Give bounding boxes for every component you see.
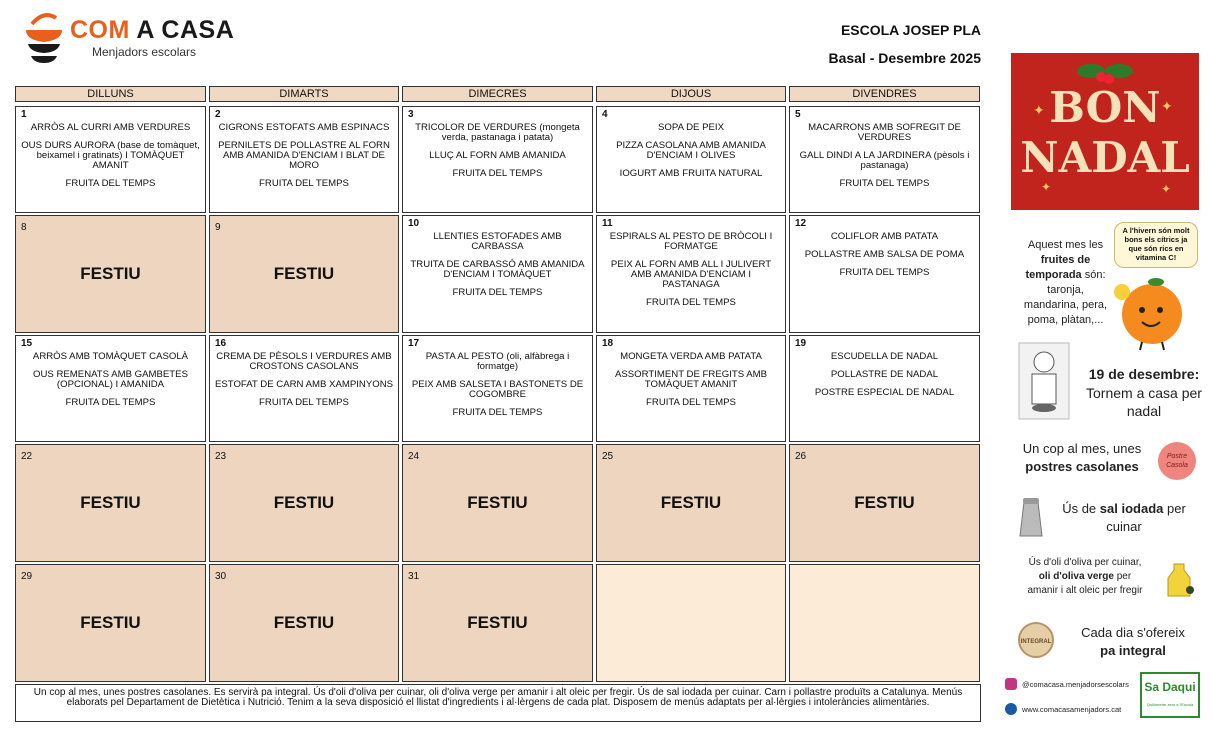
day-header-friday: DIVENDRES	[789, 86, 980, 102]
svg-text:✦: ✦	[1041, 180, 1052, 194]
fruit-line-a: Aquest mes les	[1027, 239, 1104, 251]
day-number: 9	[215, 222, 221, 233]
day-number: 4	[602, 109, 608, 120]
day-number: 1	[21, 109, 27, 120]
dish-item: CREMA DE PÈSOLS I VERDURES AMB CROSTONS CASOLANS	[216, 351, 392, 372]
day-cell-15	[15, 335, 206, 442]
pa-text	[1062, 624, 1204, 660]
nadal-title-1: BON	[1049, 83, 1161, 132]
svg-text:✦: ✦	[1033, 102, 1045, 118]
day-cell-26	[789, 444, 980, 562]
day-number: 5	[795, 109, 801, 120]
postres-text	[1012, 440, 1152, 476]
fruit-line-d: són:	[1084, 269, 1106, 281]
day-cell-2	[209, 106, 399, 213]
day-cell-8	[15, 215, 206, 333]
dish-item: MONGETA VERDA AMB PATATA	[620, 351, 762, 362]
day-header-tuesday: DIMARTS	[209, 86, 399, 102]
brand-subtitle: Menjadors escolars	[92, 45, 197, 59]
dish-item: ESCUDELLA DE NADAL	[830, 351, 939, 362]
day-number: 3	[408, 109, 414, 120]
fruit-line-f: mandarina, pera,	[1023, 299, 1108, 311]
dish-list	[407, 123, 588, 187]
day-cell-23	[209, 444, 399, 562]
footer-notes: Un cop al mes, unes postres casolanes. Es servirà pa integral. Ús d'oli d'oliva per cuinar, oli d'oliva verge per amanir i alt oleic per fregir. Ús de sal iodada per cuinar. Carn i pollastre produïts a Catalunya. Menús elaborats pel Departament de Dietètica i Nutrició. Tenim a la seva disposició el llistat d'ingredients i al·lèrgens de cada plat. Disposem de menús adaptats per al·lèrgies i intoleràncies alimentàries.	[15, 684, 981, 722]
orange-mascot-icon	[1108, 270, 1194, 352]
day-cell-24	[402, 444, 593, 562]
festiu-label: FESTIU	[80, 264, 141, 283]
oli-line-a: Ús d'oli d'oliva per cuinar,	[1028, 557, 1142, 568]
day-cell-25	[596, 444, 786, 562]
dish-item: SOPA DE PEIX	[658, 122, 724, 133]
dish-list	[794, 232, 975, 286]
day-number: 8	[21, 222, 27, 233]
empty-day-cell	[596, 564, 786, 682]
sapa-subtitle: Quilòmetre zero a l'Escola	[1146, 702, 1194, 707]
day-number: 30	[215, 571, 227, 582]
salt-shaker-icon	[1016, 496, 1046, 538]
dish-item: FRUITA DEL TEMPS	[452, 287, 543, 298]
festiu-label: FESTIU	[660, 493, 722, 512]
sapa-logo	[1140, 672, 1200, 718]
day-cell-5	[789, 106, 980, 213]
menu-period: Basal - Desembre 2025	[828, 50, 981, 66]
day-number: 22	[21, 451, 33, 462]
cook-illustration-icon	[1016, 340, 1072, 422]
oli-line-d: amanir i alt oleic per fregir	[1027, 585, 1143, 596]
dish-item: IOGURT AMB FRUITA NATURAL	[619, 168, 763, 179]
day-number: 15	[21, 338, 33, 349]
festiu-label: FESTIU	[273, 493, 335, 512]
pa-line-a: Cada dia s'ofereix	[1081, 625, 1185, 640]
dish-item: ESPIRALS AL PESTO DE BRÒCOLI I FORMATGE	[609, 231, 773, 252]
dish-item: ASSORTIMENT DE FREGITS AMB TOMÀQUET AMANIT	[614, 369, 768, 390]
sal-line-b: sal iodada	[1099, 501, 1164, 516]
dish-item: LLENTIES ESTOFADES AMB CARBASSA	[433, 231, 562, 252]
instagram-handle[interactable]: @comacasa.menjadorsescolars	[1022, 680, 1129, 689]
day-number: 19	[795, 338, 807, 349]
svg-text:✦: ✦	[1161, 98, 1173, 114]
sal-text	[1050, 500, 1198, 536]
festiu-label: FESTIU	[273, 264, 335, 283]
oli-text	[1010, 556, 1160, 598]
postres-line-a: Un cop al mes, unes	[1022, 441, 1142, 456]
dish-item: ARRÒS AMB TOMÀQUET CASOLÀ	[32, 351, 189, 362]
dish-list	[794, 352, 975, 406]
day-number: 12	[795, 218, 807, 229]
day-number: 18	[602, 338, 614, 349]
day-header-thursday: DIJOUS	[596, 86, 786, 102]
empty-day-cell	[789, 564, 980, 682]
day-number: 11	[602, 218, 613, 229]
sal-line-a: Ús de	[1062, 501, 1097, 516]
dish-item: PERNILETS DE POLLASTRE AL FORN AMB AMANIDA D'ENCIAM I BLAT DE MORO	[218, 140, 390, 171]
dish-list	[214, 123, 394, 197]
fruit-line-c: temporada	[1025, 269, 1082, 281]
return-date: 19 de desembre:	[1088, 366, 1200, 382]
dish-item: COLIFLOR AMB PATATA	[830, 231, 939, 242]
festiu-label: FESTIU	[854, 493, 915, 512]
school-name: ESCOLA JOSEP PLA	[840, 22, 981, 38]
dish-list	[601, 352, 781, 416]
olive-oil-icon	[1162, 558, 1198, 600]
dish-item: FRUITA DEL TEMPS	[259, 397, 349, 408]
day-number: 29	[21, 571, 33, 582]
day-number: 24	[408, 451, 420, 462]
fruit-line-b: fruites de	[1040, 254, 1091, 266]
day-header-wednesday: DIMECRES	[402, 86, 593, 102]
dish-list	[214, 352, 394, 416]
dish-item: MACARRONS AMB SOFREGIT DE VERDURES	[808, 122, 961, 143]
dish-item: LLUÇ AL FORN AMB AMANIDA	[429, 150, 566, 161]
fruit-line-g: poma, plàtan,...	[1027, 314, 1104, 326]
dish-item: FRUITA DEL TEMPS	[646, 297, 736, 308]
festiu-label: FESTIU	[80, 493, 141, 512]
dish-item: ESTOFAT DE CARN AMB XAMPINYONS	[214, 379, 394, 390]
instagram-icon	[1005, 678, 1017, 690]
sapa-title: Sa Daqui	[1144, 680, 1196, 694]
nadal-title-2: NADAL	[1020, 133, 1190, 182]
festiu-label: FESTIU	[80, 613, 141, 632]
festiu-label: FESTIU	[467, 613, 528, 632]
festiu-label: FESTIU	[467, 493, 528, 512]
day-number: 23	[215, 451, 227, 462]
dish-item: PEIX AL FORN AMB ALL I JULIVERT AMB AMANIDA D'ENCIAM I PASTANAGA	[610, 259, 772, 290]
day-number: 16	[215, 338, 227, 349]
brand-logo	[22, 10, 252, 68]
dish-list	[407, 352, 588, 426]
fruit-line-e: taronja,	[1047, 284, 1084, 296]
dish-item: FRUITA DEL TEMPS	[839, 267, 930, 278]
day-number: 25	[602, 451, 614, 462]
pa-line-b: pa integral	[1100, 643, 1166, 658]
day-cell-4	[596, 106, 786, 213]
day-number: 26	[795, 451, 807, 462]
dish-item: PIZZA CASOLANA AMB AMANIDA D'ENCIAM I OLIVES	[616, 140, 766, 161]
brand-casa: A CASA	[136, 16, 235, 44]
day-number: 10	[408, 218, 420, 229]
dish-item: PEIX AMB SALSETA I BASTONETS DE COGOMBRE	[411, 379, 584, 400]
day-cell-12	[789, 215, 980, 333]
day-header-monday: DILLUNS	[15, 86, 206, 102]
dish-item: ARRÒS AL CURRI AMB VERDURES	[30, 122, 191, 133]
seasonal-fruit-text	[1013, 238, 1118, 328]
day-cell-18	[596, 335, 786, 442]
dish-item: FRUITA DEL TEMPS	[65, 178, 156, 189]
return-text: Tornem a casa per nadal	[1086, 385, 1202, 419]
dish-list	[20, 352, 201, 416]
bowl-logo-icon	[22, 10, 66, 66]
postres-stamp: Postre Casola	[1158, 442, 1196, 480]
dish-list	[601, 232, 781, 316]
dish-item: POLLASTRE AMB SALSA DE POMA	[804, 249, 965, 260]
vitamin-bubble: A l'hivern són molt bons els cítrics ja que són rics en vitamina C!	[1114, 222, 1198, 268]
web-icon	[1005, 703, 1017, 715]
dish-item: FRUITA DEL TEMPS	[839, 178, 930, 189]
oli-line-c: per	[1116, 571, 1132, 582]
svg-text:✦: ✦	[1161, 182, 1172, 196]
day-cell-29	[15, 564, 206, 682]
dish-list	[601, 123, 781, 187]
dish-item: OUS REMENATS AMB GAMBETES (OPCIONAL) I AMANIDA	[33, 369, 188, 390]
day-cell-11	[596, 215, 786, 333]
day-cell-30	[209, 564, 399, 682]
dish-item: CIGRONS ESTOFATS AMB ESPINACS	[218, 122, 390, 133]
dish-list	[407, 232, 588, 306]
day-cell-16	[209, 335, 399, 442]
day-cell-22	[15, 444, 206, 562]
website-link[interactable]: www.comacasamenjadors.cat	[1022, 705, 1122, 714]
dish-item: OUS DURS AURORA (base de tomàquet, beixamel i gratinats) I TOMÀQUET AMANIT	[21, 140, 200, 171]
dish-item: FRUITA DEL TEMPS	[65, 397, 156, 408]
dish-item: FRUITA DEL TEMPS	[452, 407, 543, 418]
dish-item: POLLASTRE DE NADAL	[830, 369, 939, 380]
oli-line-b: oli d'oliva verge	[1038, 571, 1114, 582]
day-cell-31	[402, 564, 593, 682]
dish-list	[794, 123, 975, 197]
day-number: 31	[408, 571, 420, 582]
day-cell-19	[789, 335, 980, 442]
dish-list	[20, 123, 201, 197]
dish-item: POSTRE ESPECIAL DE NADAL	[814, 387, 955, 398]
dish-item: FRUITA DEL TEMPS	[452, 168, 543, 179]
day-cell-9	[209, 215, 399, 333]
day-cell-1	[15, 106, 206, 213]
dish-item: FRUITA DEL TEMPS	[646, 397, 736, 408]
sal-line-c: per cuinar	[1106, 501, 1186, 534]
brand-com: COM	[70, 16, 130, 44]
day-number: 17	[408, 338, 420, 349]
day-cell-10	[402, 215, 593, 333]
postres-line-b: postres casolanes	[1025, 459, 1139, 474]
day-cell-3	[402, 106, 593, 213]
integral-stamp: INTEGRAL	[1018, 622, 1054, 658]
dish-item: TRICOLOR DE VERDURES (mongeta verda, pastanaga i patata)	[415, 122, 580, 143]
dish-item: GALL DINDI A LA JARDINERA (pèsols i pastanaga)	[799, 150, 970, 171]
dish-item: FRUITA DEL TEMPS	[259, 178, 349, 189]
day-cell-17	[402, 335, 593, 442]
day-number: 2	[215, 109, 221, 120]
bon-nadal-banner	[1011, 53, 1199, 210]
dish-item: TRUITA DE CARBASSÓ AMB AMANIDA D'ENCIAM I TOMÀQUET	[410, 259, 585, 280]
dish-item: PASTA AL PESTO (oli, alfàbrega i formatge)	[425, 351, 570, 372]
festiu-label: FESTIU	[273, 613, 335, 632]
